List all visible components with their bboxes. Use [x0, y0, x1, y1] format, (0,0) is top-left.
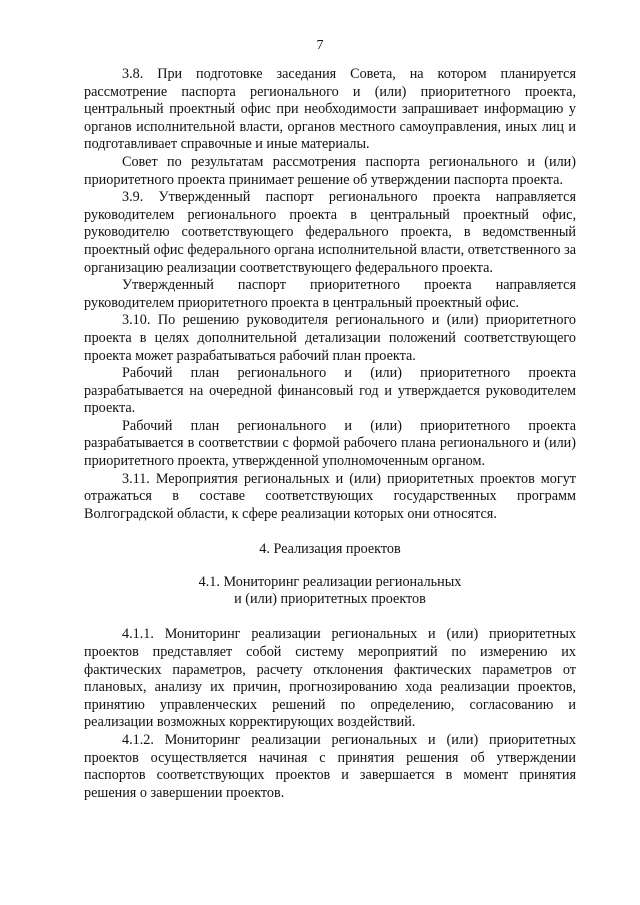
- page-number: 7: [316, 38, 324, 53]
- paragraph-work-plan-approval: Рабочий план регионального и (или) приоритетного проекта разрабатывается на очередной финансовый год и утверждается руководителем проекта.: [84, 365, 576, 417]
- paragraph-4-1-1: 4.1.1. Мониторинг реализации региональных и (или) приоритетных проектов представляет собой систему мероприятий по измерению их фактических параметров, расчету отклонения фактических параметров от плановых, анализу их причин, прогнозированию хода реализации проектов, принятию управленческих решений по определению, согласованию и реализации возможных корректирующих воздействий.: [84, 626, 576, 731]
- paragraph-3-11: 3.11. Мероприятия региональных и (или) приоритетных проектов могут отражаться в составе соответствующих государственных программ Волгоградской области, к сфере реализации которых они относятся.: [84, 470, 576, 522]
- subsection-heading-line2: и (или) приоритетных проектов: [234, 591, 426, 608]
- section-heading: 4. Реализация проектов: [259, 541, 401, 558]
- paragraph-3-8: 3.8. При подготовке заседания Совета, на котором планируется рассмотрение паспорта регионального и (или) приоритетного проекта, центральный проектный офис при необходимости запрашивает информацию у органов исполнительной власти, органов местного самоуправления, иных лиц и подготавливает справочные и иные материалы.: [84, 66, 576, 153]
- document-body: [84, 66, 576, 802]
- paragraph-3-10: 3.10. По решению руководителя регионального и (или) приоритетного проекта в целях дополнительной детализации положений соответствующего проекта может разрабатываться рабочий план проекта.: [84, 312, 576, 364]
- paragraph-3-9: 3.9. Утвержденный паспорт регионального проекта направляется руководителем регионального проекта в центральный проектный офис, руководителю соответствующего федерального проекта, в ведомственный проектный офис федерального органа исполнительной власти, ответственного за организацию реализации соответствующего федерального проекта.: [84, 189, 576, 276]
- paragraph-work-plan-form: Рабочий план регионального и (или) приоритетного проекта разрабатывается в соответствии с формой рабочего плана регионального и (или) приоритетного проекта, утвержденной уполномоченным органом.: [84, 417, 576, 470]
- paragraph-council-decision: Совет по результатам рассмотрения паспорта регионального и (или) приоритетного проекта принимает решение об утверждении паспорта проекта.: [84, 153, 576, 188]
- paragraph-priority-passport: Утвержденный паспорт приоритетного проекта направляется руководителем приоритетного проекта в центральный проектный офис.: [84, 277, 576, 311]
- paragraph-4-1-2: 4.1.2. Мониторинг реализации региональных и (или) приоритетных проектов осуществляется начиная с принятия решения об утверждении паспортов соответствующих проектов и завершается в момент принятия решения о завершении проектов.: [84, 732, 576, 801]
- subsection-heading-line1: 4.1. Мониторинг реализации региональных: [198, 574, 462, 591]
